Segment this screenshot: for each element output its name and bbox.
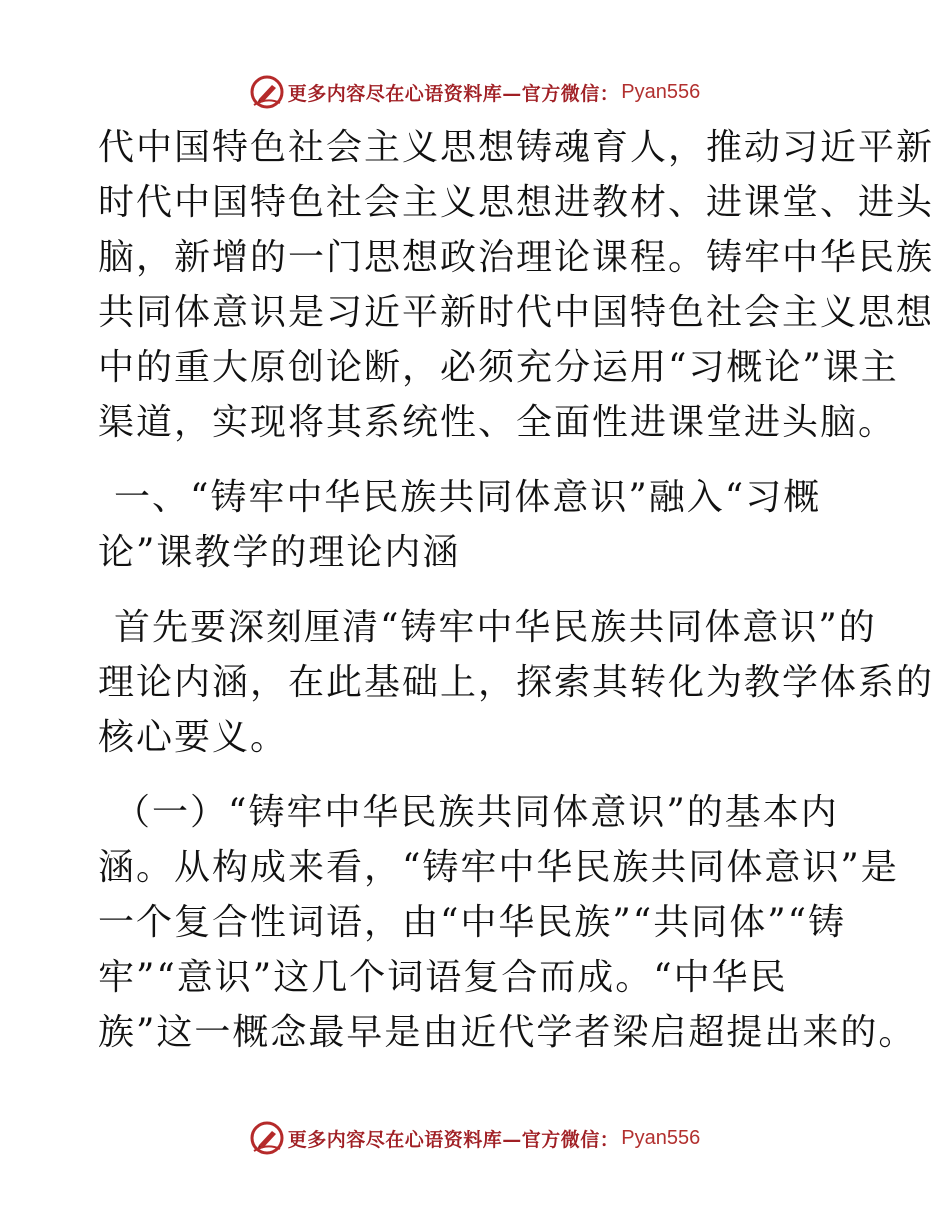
watermark-text: 更多内容尽在心语资料库—官方微信： (287, 1128, 620, 1151)
text-line: 族”这一概念最早是由近代学者梁启超提出来的。 (98, 1012, 917, 1053)
text-line: 共同体意识是习近平新时代中国特色社会主义思想 (98, 292, 935, 333)
text-line: 核心要义。 (98, 717, 289, 758)
text-line: （一）“铸牢中华民族共同体意识”的基本内 (114, 792, 839, 833)
text-line: 渠道，实现将其系统性、全面性进课堂进头脑。 (98, 402, 897, 443)
text-line: 脑，新增的一门思想政治理论课程。铸牢中华民族 (98, 237, 935, 278)
watermark-text: 更多内容尽在心语资料库—官方微信： (287, 82, 620, 105)
paragraph-intro (98, 120, 935, 450)
text-line: 牢”“意识”这几个词语复合而成。“中华民 (98, 957, 788, 998)
text-line: 理论内涵，在此基础上，探索其转化为教学体系的 (98, 662, 935, 703)
heading-line: 论”课教学的理论内涵 (98, 532, 461, 573)
text-line: 代中国特色社会主义思想铸魂育人，推动习近平新 (98, 127, 935, 168)
text-line: 时代中国特色社会主义思想进教材、进课堂、进头 (98, 182, 935, 223)
document-body (98, 120, 935, 1060)
pen-logo-icon (250, 75, 284, 109)
watermark-wechat-id: Pyan556 (621, 1126, 701, 1149)
text-line: 一个复合性词语，由“中华民族”“共同体”“铸 (98, 902, 847, 943)
watermark-wechat-id: Pyan556 (621, 80, 701, 103)
paragraph-theory (98, 600, 935, 765)
paragraph-subsection (98, 785, 917, 1060)
pen-logo-icon (250, 1121, 284, 1155)
footer-watermark (0, 1118, 950, 1158)
text-line: 中的重大原创论断，必须充分运用“习概论”课主 (98, 347, 899, 388)
heading-line: 一、“铸牢中华民族共同体意识”融入“习概 (114, 477, 822, 518)
header-watermark (0, 72, 950, 112)
text-line: 首先要深刻厘清“铸牢中华民族共同体意识”的 (114, 607, 877, 648)
section-heading (98, 470, 858, 580)
text-line: 涵。从构成来看，“铸牢中华民族共同体意识”是 (98, 847, 899, 888)
